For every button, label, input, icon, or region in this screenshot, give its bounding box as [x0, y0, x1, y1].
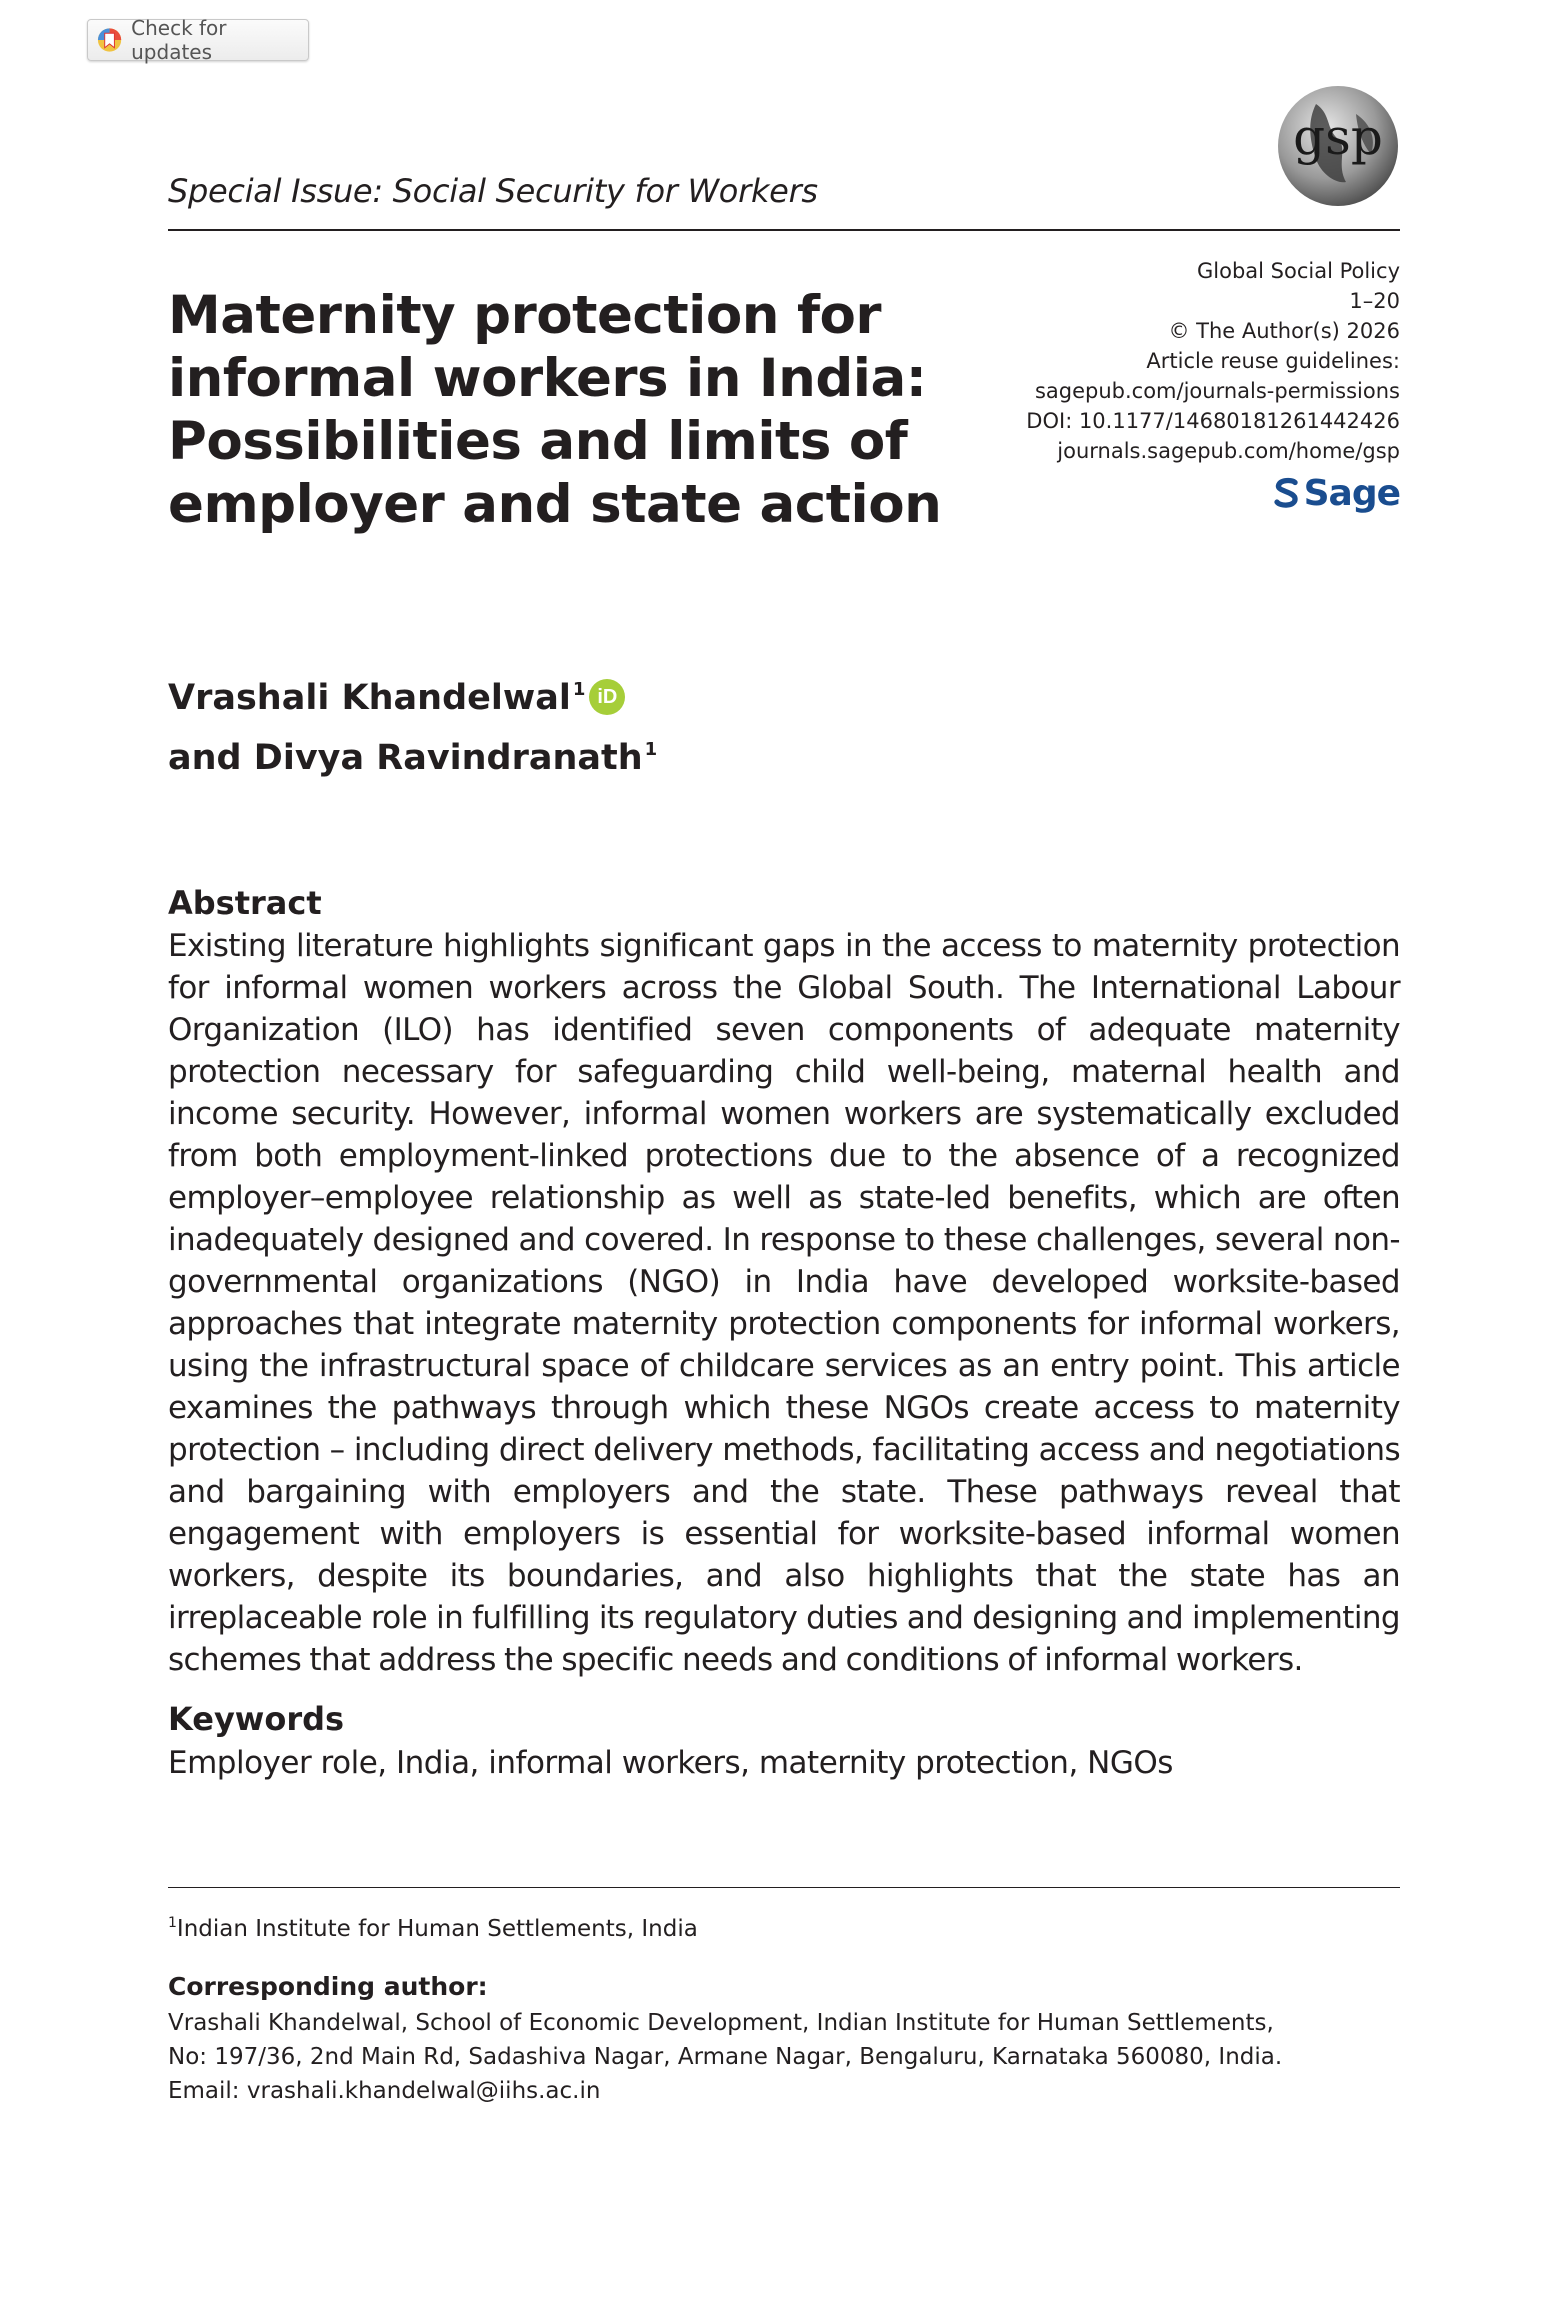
affiliation-marker: 1: [644, 739, 658, 760]
keywords-list: Employer role, India, informal workers, maternity protection, NGOs: [168, 1745, 1173, 1781]
corresponding-address-line: Vrashali Khandelwal, School of Economic Development, Indian Institute for Human Settlements,: [168, 2010, 1274, 2036]
author-line-1: [168, 664, 657, 724]
check-for-updates-button[interactable]: [87, 16, 309, 64]
author-list: [168, 664, 657, 784]
sage-wordmark: Sage: [1303, 472, 1400, 514]
check-updates-icon: [96, 26, 123, 54]
copyright-line: © The Author(s) 2026: [1168, 319, 1400, 343]
orcid-icon[interactable]: iD: [589, 679, 625, 715]
journal-metadata: [1026, 256, 1400, 466]
affiliation-text: Indian Institute for Human Settlements, India: [176, 1916, 698, 1942]
reuse-guidelines-label: Article reuse guidelines:: [1146, 349, 1400, 373]
title-line: informal workers in India:: [168, 348, 927, 409]
journal-name: Global Social Policy: [1196, 259, 1400, 283]
footnote-divider: [168, 1887, 1400, 1888]
corresponding-email[interactable]: Email: vrashali.khandelwal@iihs.ac.in: [168, 2078, 601, 2104]
abstract-body: Existing literature highlights significant gaps in the access to maternity protection for informal women workers across the Global South. The International Labour Organization (ILO) has identified seven components of adequate maternity protection necessary for safeguarding child well-being, maternal health and income security. However, informal women workers are systematically excluded from both employment-linked protections due to the absence of a recognized employer–employee relationship as well as state-led benefits, which are often inadequately designed and covered. In response to these challenges, several non-governmental organizations (NGO) in India have developed worksite-based approaches that integrate maternity protection components for informal workers, using the infrastructural space of childcare services as an entry point. This article examines the pathways through which these NGOs create access to maternity protection – including direct delivery methods, facilitating access and negotiations and bargaining with employers and the state. These pathways reveal that engagement with employers is essential for worksite-based informal women workers, despite its boundaries, and also highlights that the state has an irreplaceable role in fulfilling its regulatory duties and designing and implementing schemes that address the specific needs and conditions of informal workers.: [168, 928, 1400, 1678]
author-line-2: [168, 724, 657, 784]
reuse-guidelines-link[interactable]: sagepub.com/journals-permissions: [1034, 379, 1400, 403]
affiliation-marker: 1: [572, 679, 586, 700]
sage-publisher-logo: [1274, 470, 1400, 516]
special-issue-label: Special Issue: Social Security for Workers: [168, 172, 818, 210]
keywords-heading: Keywords: [168, 1700, 345, 1738]
sage-s-icon: [1274, 473, 1300, 513]
check-updates-label: Check for updates: [131, 16, 227, 64]
journal-home-link[interactable]: journals.sagepub.com/home/gsp: [1057, 439, 1400, 463]
article-title: [168, 284, 948, 536]
abstract-heading: Abstract: [168, 884, 322, 922]
corresponding-author-details: [168, 2006, 1282, 2108]
gsp-logo-text: gsp: [1293, 108, 1383, 166]
doi-link[interactable]: DOI: 10.1177/14680181261442426: [1026, 409, 1400, 433]
page-range: 1–20: [1349, 289, 1400, 313]
author-name[interactable]: Vrashali Khandelwal: [168, 678, 571, 718]
gsp-journal-logo: [1276, 84, 1400, 208]
title-line: employer and state action: [168, 474, 942, 535]
header-divider: [168, 229, 1400, 231]
corresponding-author-heading: Corresponding author:: [168, 1972, 488, 2001]
corresponding-address-line: No: 197/36, 2nd Main Rd, Sadashiva Nagar, Armane Nagar, Bengaluru, Karnataka 560080, India.: [168, 2044, 1283, 2070]
title-line: Possibilities and limits of: [168, 411, 908, 472]
author-name[interactable]: and Divya Ravindranath: [168, 738, 643, 778]
affiliation-marker: 1: [168, 1915, 177, 1931]
title-line: Maternity protection for: [168, 285, 882, 346]
affiliation-note: [168, 1915, 698, 1942]
